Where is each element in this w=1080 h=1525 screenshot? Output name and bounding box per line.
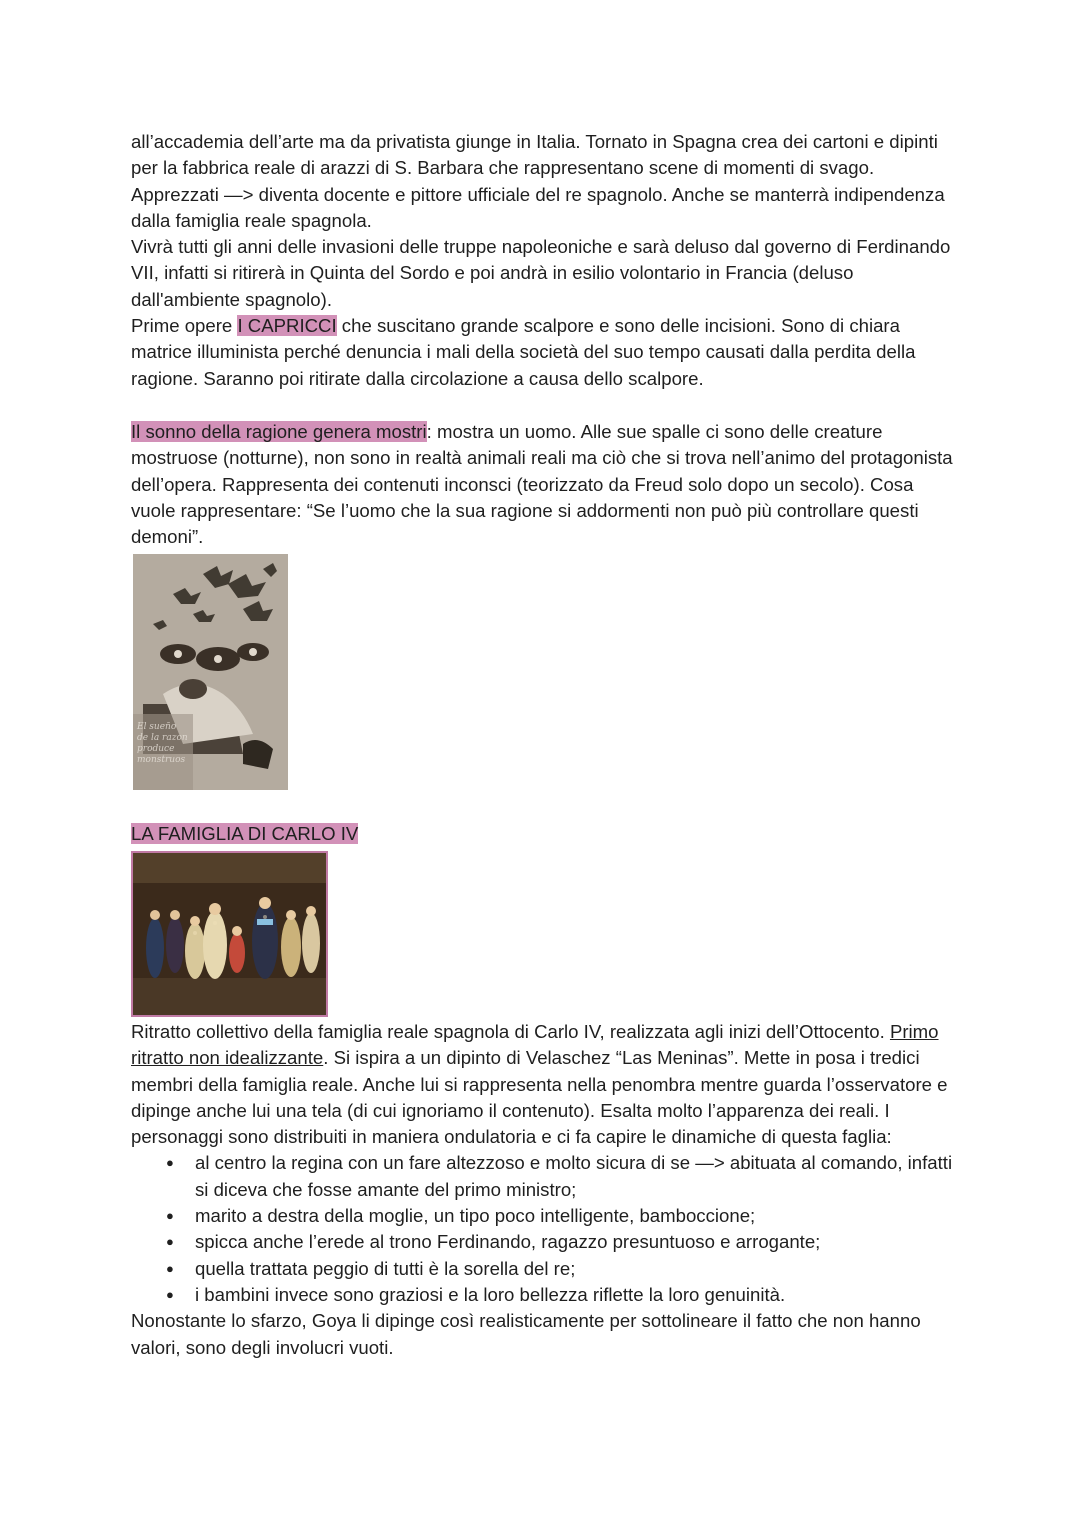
closing-paragraph: Nonostante lo sfarzo, Goya li dipinge così realisticamente per sottolineare il fatto che non hanno valori, sono degli involucri vuoti.	[131, 1310, 921, 1358]
etching-inscription: El sueño de la razon produce monstruos	[137, 722, 188, 765]
capricci-paragraph	[131, 313, 961, 392]
list-item: ● quella trattata peggio di tutti è la sorella del re;	[131, 1256, 961, 1282]
famiglia-text-start: Ritratto collettivo della famiglia reale spagnola di Carlo IV, realizzata agli inizi dell’Ottocento.	[131, 1021, 890, 1042]
capricci-title: I CAPRICCI	[237, 315, 337, 337]
famiglia-underlined: Primo ritratto non idealizzante	[131, 1021, 939, 1069]
famiglia-heading	[131, 821, 961, 847]
painting-illustration	[133, 853, 326, 1015]
sonno-text: : mostra un uomo. Alle sue spalle ci sono delle creature mostruose (notturne), non sono in realtà animali reali ma ciò che si trova nell’animo del protagonista dell’opera. Rappresenta dei contenuti inconsci (teorizzato da Freud solo dopo un secolo). Cosa vuole rappresentare: “Se l’uomo che la sua ragione si addormenti non può più controllare questi demoni”.	[131, 421, 953, 548]
list-item: ● al centro la regina con un fare altezzoso e molto sicura di se —> abituata al comando, infatti si diceva che fosse amante del primo ministro;	[131, 1150, 961, 1203]
famiglia-title: LA FAMIGLIA DI CARLO IV	[131, 823, 359, 844]
list-item: ● spicca anche l’erede al trono Ferdinando, ragazzo presuntuoso e arrogante;	[131, 1229, 961, 1255]
capricci-text: che suscitano grande scalpore e sono delle incisioni. Sono di chiara matrice illuminista perché denuncia i mali della società del suo tempo causati dalla perdita della ragione. Saranno poi ritirate dalla circolazione a causa dello scalpore.	[131, 315, 916, 389]
intro-section	[131, 129, 961, 392]
famiglia-carlo-iv-image	[131, 851, 328, 1017]
famiglia-text-end: . Si ispira a un dipinto di Velaschez “Las Meninas”. Mette in posa i tredici membri della famiglia reale. Anche lui si rappresenta nella penombra mentre guarda l’osservatore e dipinge anche lui una tela (di cui ignoriamo il contenuto). Esalta molto l’apparenza dei reali. I personaggi sono distribuiti in maniera ondulatoria e ci fa capire le dinamiche di questa faglia:	[131, 1047, 948, 1148]
intro-paragraph-2: Vivrà tutti gli anni delle invasioni delle truppe napoleoniche e sarà deluso dal governo di Ferdinando VII, infatti si ritirerà in Quinta del Sordo e poi andrà in esilio volontario in Francia (deluso dall'ambiente spagnolo).	[131, 236, 951, 310]
list-item: ● marito a destra della moglie, un tipo poco intelligente, bamboccione;	[131, 1203, 961, 1229]
famiglia-bullet-list	[131, 1150, 961, 1308]
sonno-title: Il sonno della ragione genera mostri	[131, 421, 427, 442]
famiglia-paragraph	[131, 1019, 961, 1150]
intro-paragraph: all’accademia dell’arte ma da privatista giunge in Italia. Tornato in Spagna crea dei cartoni e dipinti per la fabbrica reale di arazzi di S. Barbara che rappresentano scene di momenti di svago. Apprezzati —> diventa docente e pittore ufficiale del re spagnolo. Anche se manterrà indipendenza dalla famiglia reale spagnola.	[131, 131, 945, 231]
sonno-paragraph	[131, 419, 961, 550]
sonno-section	[131, 419, 961, 550]
list-item: ● i bambini invece sono graziosi e la loro bellezza riflette la loro genuinità.	[131, 1282, 961, 1308]
capricci-prefix: Prime opere	[131, 315, 238, 337]
sonno-della-ragione-image	[133, 554, 288, 790]
famiglia-section	[131, 1019, 961, 1361]
